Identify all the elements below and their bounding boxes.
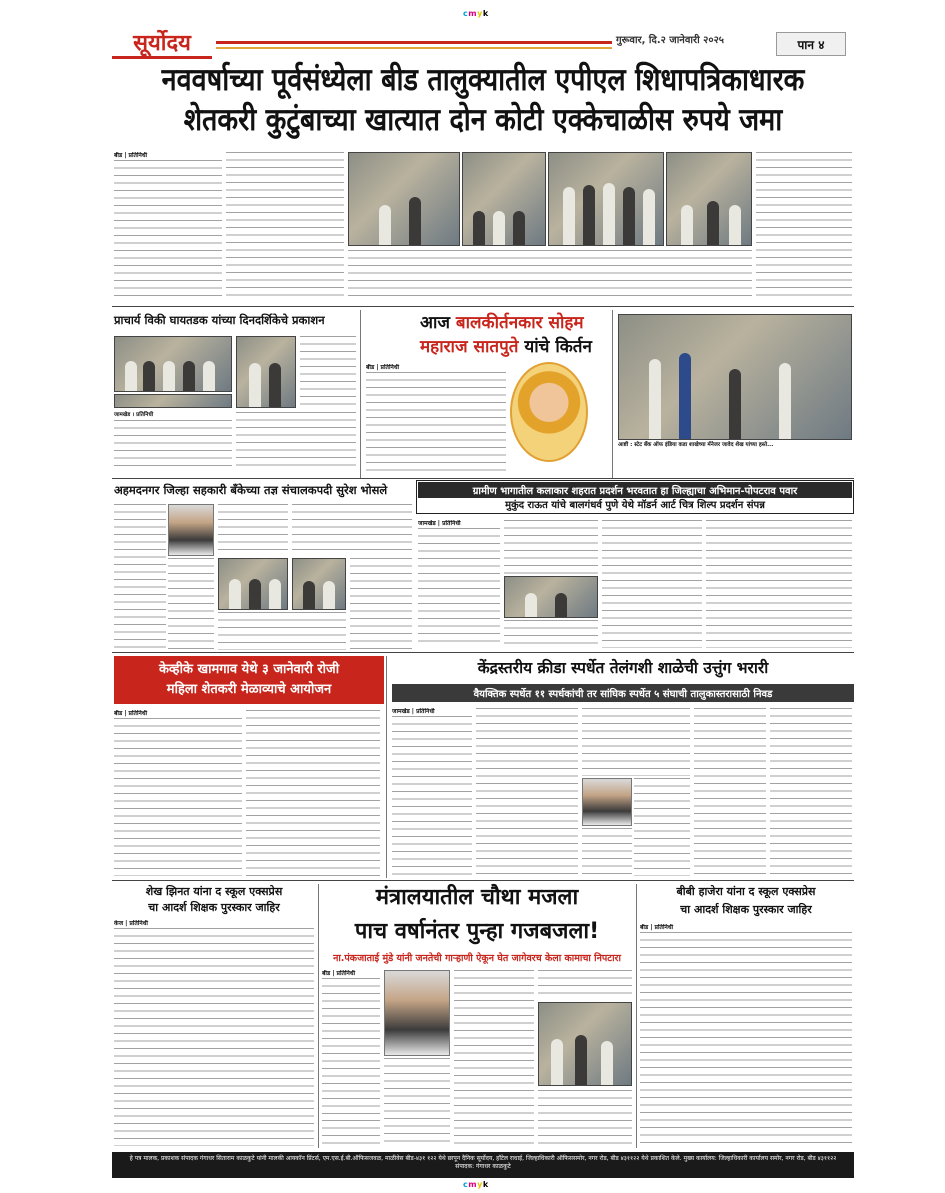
lead-story-col-2: [226, 152, 344, 302]
newspaper-logo: सूर्योदय: [112, 27, 212, 59]
ahmednagar-body-2: [168, 558, 214, 650]
mantralaya-body-6: [322, 1120, 380, 1146]
lead-photo-1: [348, 152, 460, 246]
artist-body-3: [504, 620, 598, 648]
kirtankar-headline-top: आज बालकीर्तनकार सोहम: [420, 313, 584, 333]
sports-subhead: वैयक्तिक स्पर्धेत ११ स्पर्धकांची तर सांघिक स्पर्धेत ५ संघाची तालुकास्तरासाठी निवड: [392, 684, 854, 702]
diary-caption: जामखेड । प्रतिनिधी: [114, 412, 154, 418]
mantralaya-body-5: [538, 1090, 632, 1146]
kirtankar-name: बालकीर्तनकार सोहम: [455, 313, 584, 333]
masthead-rule-accent: [216, 47, 612, 49]
issue-date: गुरूवार, दि.२ जानेवारी २०२५: [616, 35, 724, 46]
kirtankar-body: बीड | प्रतिनिधी: [366, 364, 506, 476]
ahmednagar-body-4: [292, 504, 412, 556]
shaikh-headline-line1: शेख झिनत यांना द स्कूल एक्सप्रेस: [145, 885, 283, 898]
lead-headline-line1: नववर्षाच्या पूर्वसंध्येला बीड तालुक्यातील एपीएल शिधापत्रिकाधारक: [161, 62, 805, 99]
bank-event-photo: [618, 314, 852, 440]
sports-mugshot: [582, 778, 632, 826]
mantralaya-subhead: ना.पंकजाताई मुंडे यांनी जनतेची गाऱ्हाणी ऐकून घेत जागेवरच केला कामाचा निपटारा: [333, 953, 621, 964]
divider: [612, 310, 613, 478]
artist-headline: ग्रामीण भागातील कलाकार शहरात प्रदर्शन भरवतात हा जिल्ह्याचा अभिमान-पोपटराव पवार: [418, 482, 852, 498]
sports-body-7: [770, 708, 852, 876]
diary-photo-strip: [114, 394, 232, 408]
sports-body-6: [694, 708, 766, 876]
mantralaya-body-3: [454, 970, 534, 1146]
khamgaon-body-1: बीड | प्रतिनिधी: [114, 710, 242, 876]
divider: [636, 884, 637, 1148]
artist-body-1: जामखेड | प्रतिनिधी: [418, 520, 500, 648]
diary-body-2: [300, 336, 356, 408]
divider: [386, 656, 387, 878]
ahmednagar-headline: अहमदनगर जिल्हा सहकारी बँकेच्या तज्ञ संचालकपदी सुरेश भोसले: [114, 483, 388, 497]
diary-headline: प्राचार्य विकी घायतडक यांच्या दिनदर्शिकेचे प्रकाशन: [114, 313, 325, 327]
lead-photo-3: [548, 152, 664, 246]
kirtankar-portrait: [510, 362, 588, 462]
khamgaon-headline-banner: [114, 656, 384, 704]
artist-body-4: [602, 520, 702, 648]
lead-headline-line2: शेतकरी कुटुंबाच्या खात्यात दोन कोटी एक्केचाळीस रुपये जमा: [183, 102, 783, 139]
lead-story-col-4: [756, 152, 852, 302]
divider: [112, 478, 854, 479]
mantralaya-headline-line2: पाच वर्षानंतर पुन्हा गजबजला!: [354, 919, 600, 944]
mantralaya-body-1: बीड | प्रतिनिधी: [322, 970, 380, 1118]
ahmednagar-body-3: [218, 504, 288, 556]
divider: [112, 306, 854, 307]
divider: [112, 652, 854, 653]
sports-body-4: [634, 778, 690, 876]
registration-mark-top: cmyk: [463, 9, 489, 18]
print-line-footer: हे पत्र मालक, प्रकाशक संपादक गंगाधर सिताराम काळकुटे यांनी मालकी आयकॉन प्रिंटर्स, एम.एस.ई.बी.ऑफिसजवळ, माळीवेस बीड-४३१ १२२ येथे छापून दैनिक सूर्योदय, हॉटेल राधाई, जिल्हाधिकारी ऑफिससमोर, नगर रोड, बीड ४३११२२ येथे प्रकाशित केले. मुख्य कार्यालय: जिल्हाधिकारी कार्यालय समोर, नगर रोड, बीड ४३११२२ संपादक: गंगाधर काळकुटे: [112, 1152, 854, 1178]
lead-story-col-3: [348, 250, 752, 302]
ahmednagar-body-6: [218, 612, 346, 650]
page-number: पान ४: [776, 32, 846, 56]
sports-body-1: जामखेड | प्रतिनिधी: [392, 708, 472, 876]
diary-photo-1: [114, 336, 232, 392]
lead-photo-2: [462, 152, 546, 246]
divider: [318, 884, 319, 1148]
diary-body-1: [236, 412, 356, 472]
ahmednagar-body-1: [114, 504, 166, 650]
shaikh-body: केज | प्रतिनिधी: [114, 920, 314, 1146]
divider: [360, 310, 361, 478]
bank-event-caption: आष्टी : स्टेट बँक ऑफ इंडिया कडा शाखेच्या मॅनेजर जावेद शेख यांच्या हस्ते...: [618, 442, 774, 448]
khamgaon-headline-line2: महिला शेतकरी मेळाव्याचे आयोजन: [166, 682, 332, 697]
mantralaya-headline-line1: मंत्रालयातील चौथा मजला: [375, 885, 579, 910]
artist-photo: [504, 576, 598, 618]
artist-body-5: [706, 520, 852, 648]
lead-story-dateline: बीड | प्रतिनिधी: [114, 152, 148, 159]
artist-subhead: मुकुंद राऊत यांचे बालगंधर्व पुणे येथे मॉडर्न आर्ट चित्र शिल्प प्रदर्शन संपन्न: [505, 500, 765, 511]
bibi-headline-line2: चा आदर्श शिक्षक पुरस्कार जाहिर: [680, 903, 812, 916]
mantralaya-body-2: [384, 1058, 450, 1146]
mantralaya-photo: [538, 1002, 632, 1086]
lead-photo-4: [666, 152, 752, 246]
kirtankar-headline-bottom: महाराज सातपुते यांचे किर्तन: [420, 337, 592, 357]
registration-mark-bottom: cmyk: [463, 1180, 489, 1189]
sports-body-3: [582, 708, 690, 776]
ahmednagar-photo-2: [292, 558, 346, 610]
diary-caption-body: [114, 420, 232, 472]
sports-body-5: [582, 828, 632, 876]
khamgaon-headline-line1: केव्हीके खामगाव येथे ३ जानेवारी रोजी: [158, 662, 340, 677]
sports-body-2: [476, 708, 578, 876]
bibi-body: बीड | प्रतिनिधी: [640, 924, 852, 1146]
artist-body-2: [504, 520, 598, 574]
ahmednagar-photo-1: [218, 558, 288, 610]
divider: [112, 880, 854, 881]
mantralaya-portrait: [384, 970, 450, 1056]
mantralaya-body-4: [538, 970, 632, 1000]
lead-story-col-1: [114, 152, 222, 302]
ahmednagar-mugshot: [168, 504, 214, 556]
ahmednagar-body-5: [350, 558, 412, 650]
masthead-rule: [216, 41, 612, 44]
bibi-headline-line1: बीबी हाजेरा यांना द स्कूल एक्सप्रेस: [676, 885, 816, 898]
shaikh-headline-line2: चा आदर्श शिक्षक पुरस्कार जाहिर: [148, 901, 280, 914]
kirtankar-maharaj: महाराज सातपुते: [420, 337, 519, 357]
khamgaon-body-2: [246, 710, 380, 876]
sports-headline: केंद्रस्तरीय क्रीडा स्पर्धेत तेलंगशी शाळेची उत्तुंग भरारी: [477, 659, 769, 677]
diary-photo-2: [236, 336, 296, 408]
